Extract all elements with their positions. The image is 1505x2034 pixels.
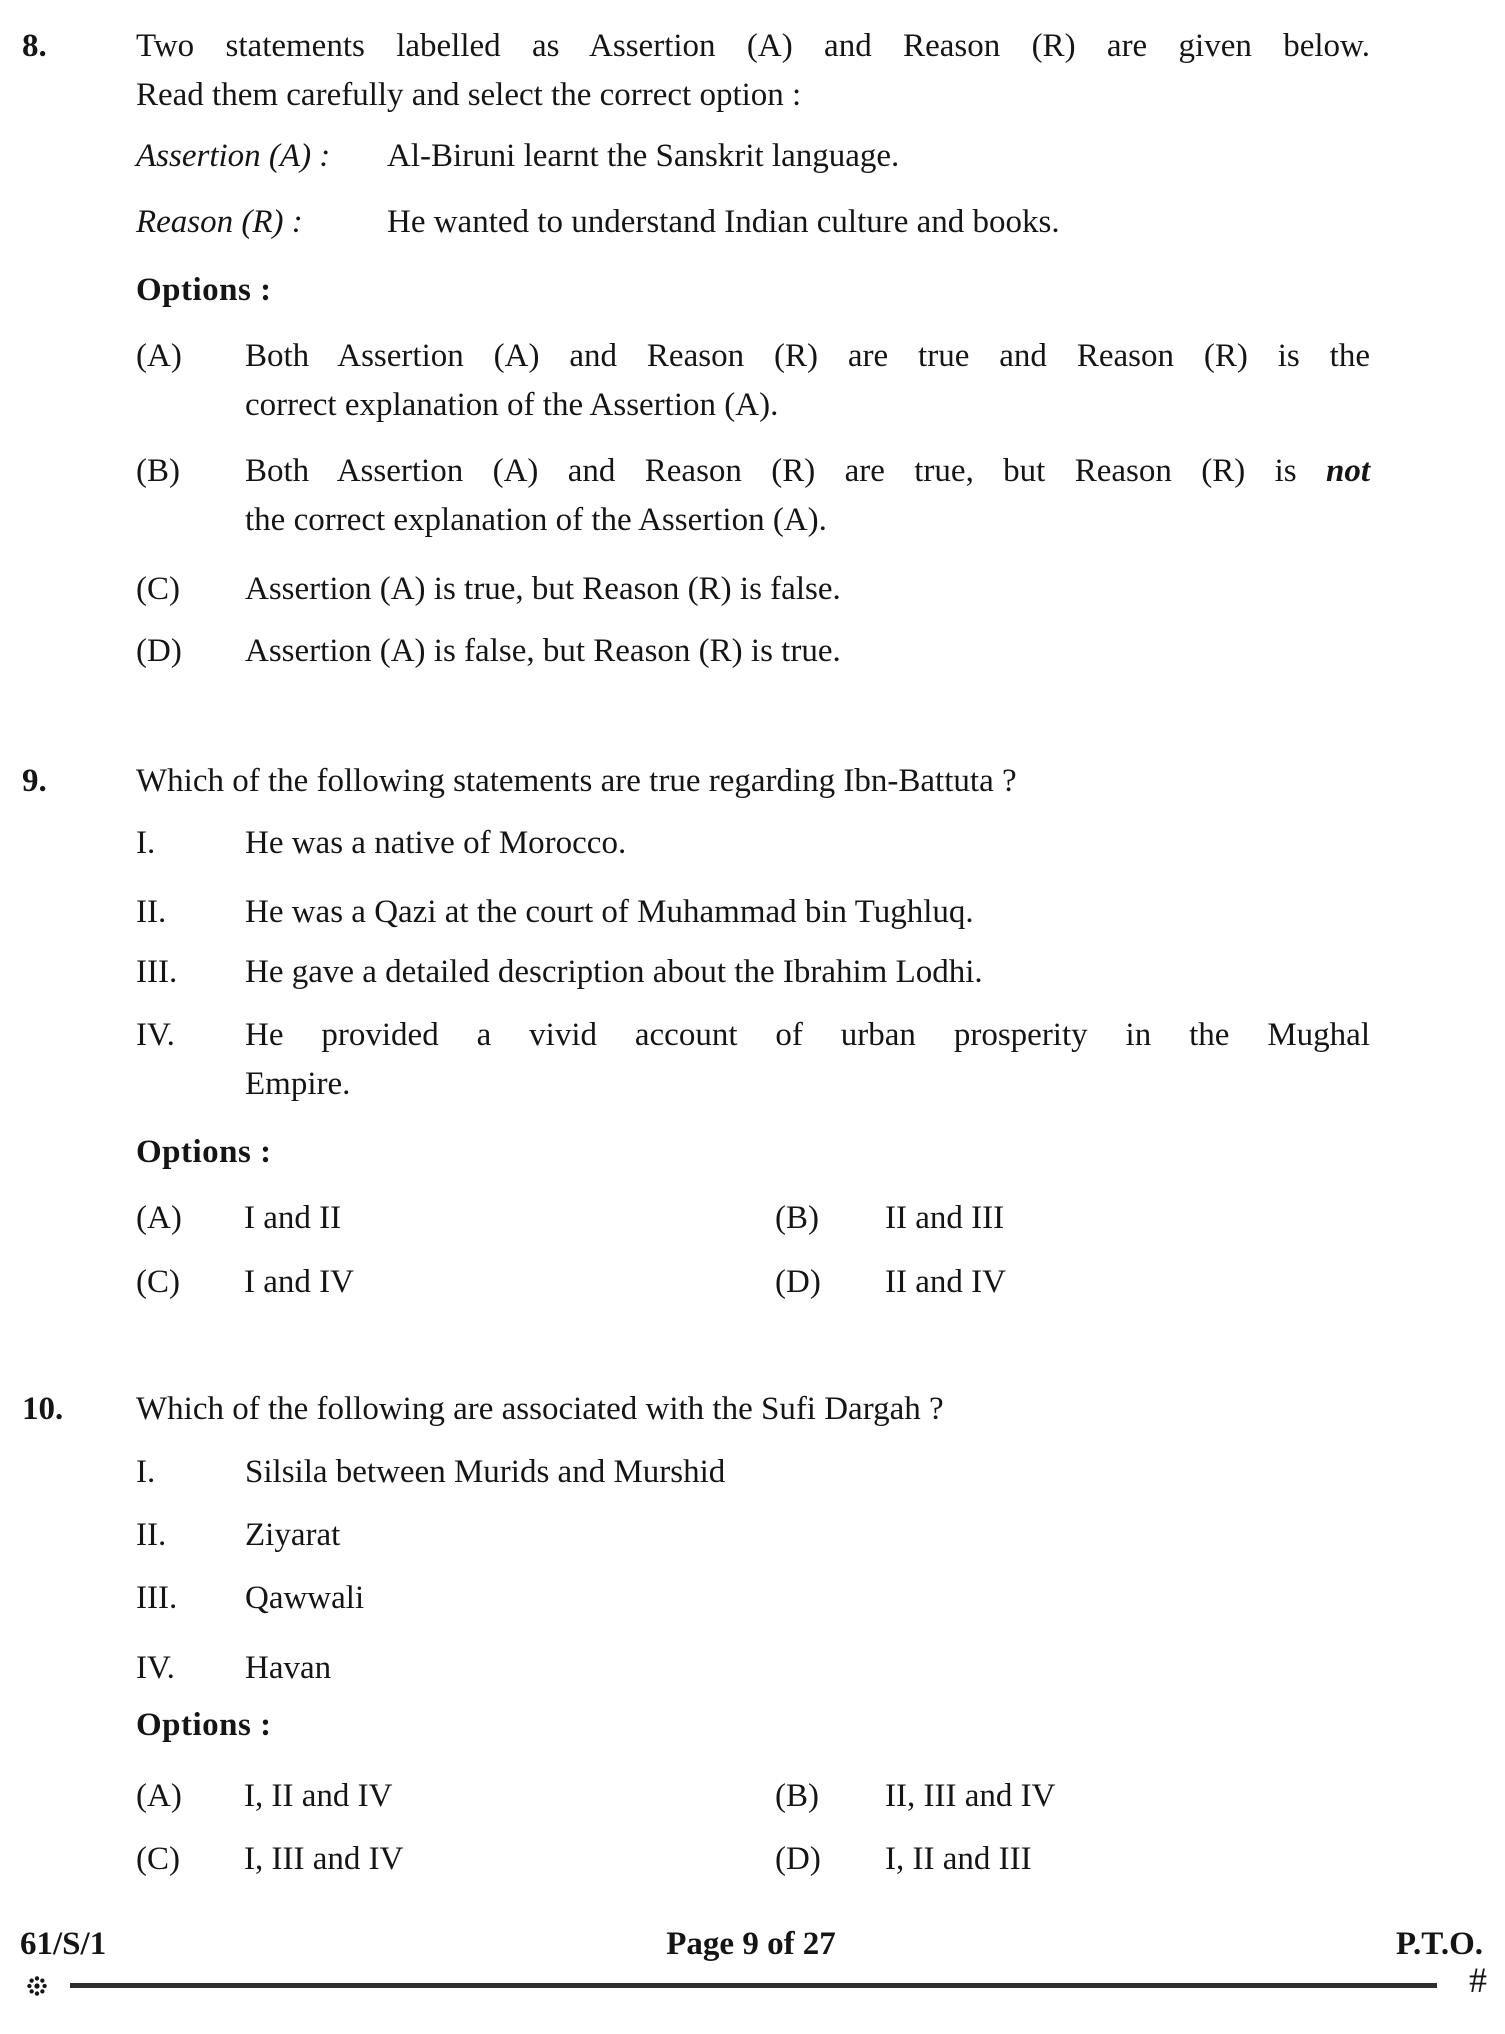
- option-letter: (C): [136, 1841, 180, 1877]
- paper-code: 61/S/1: [20, 1926, 107, 1962]
- option-letter: (C): [136, 571, 180, 607]
- option-letter: (A): [136, 1200, 182, 1236]
- statement-numeral: III.: [136, 1580, 178, 1616]
- reason-label: Reason (R) :: [136, 204, 303, 240]
- statement-row: [136, 819, 1370, 868]
- options-row: [136, 1772, 1370, 1821]
- option-b: [136, 447, 1370, 545]
- statement-text: Ziyarat: [245, 1517, 341, 1553]
- option-text-line: [245, 447, 1370, 496]
- options-row: [136, 1194, 1370, 1243]
- reason-text: He wanted to understand Indian culture and books.: [387, 204, 1060, 240]
- option-text-line: the correct explanation of the Assertion (A).: [245, 502, 827, 538]
- question-text-line: Read them carefully and select the correct option :: [136, 77, 802, 113]
- statement-text: Havan: [245, 1650, 332, 1686]
- option-c: [136, 1835, 775, 1884]
- question-text-line: Which of the following are associated with the Sufi Dargah ?: [136, 1391, 944, 1427]
- option-text: I and II: [244, 1200, 342, 1236]
- option-letter: (B): [136, 453, 180, 489]
- option-d: [775, 1835, 1370, 1884]
- question-number: 8.: [22, 28, 47, 64]
- question-9: [0, 757, 1505, 1307]
- options-heading: Options :: [136, 272, 272, 308]
- options-row: [136, 1835, 1370, 1884]
- option-letter: (B): [775, 1778, 819, 1814]
- question-text-line: Two statements labelled as Assertion (A) and Reason (R) are given below.: [136, 28, 1370, 64]
- statement-numeral: III.: [136, 954, 178, 990]
- statement-numeral: I.: [136, 1454, 156, 1490]
- question-number: 9.: [22, 763, 47, 799]
- option-text: I and IV: [244, 1264, 354, 1300]
- statement-row: [136, 1511, 1370, 1560]
- statement-numeral: II.: [136, 894, 167, 930]
- option-d: [775, 1258, 1370, 1307]
- option-text-prefix: Both Assertion (A) and Reason (R) are true, but Reason (R) is: [245, 453, 1297, 489]
- option-c: [136, 1258, 775, 1307]
- option-c: [136, 565, 1370, 614]
- option-text: II, III and IV: [885, 1778, 1056, 1814]
- option-text-line: correct explanation of the Assertion (A).: [245, 387, 779, 423]
- statement-numeral: IV.: [136, 1017, 175, 1053]
- statement-row: [136, 948, 1370, 997]
- option-letter: (D): [775, 1841, 821, 1877]
- option-text-line: Both Assertion (A) and Reason (R) are true and Reason (R) is the: [245, 338, 1370, 374]
- option-text: Assertion (A) is false, but Reason (R) is true.: [245, 633, 841, 669]
- assertion-text: Al-Biruni learnt the Sanskrit language.: [387, 138, 900, 174]
- option-letter: (D): [775, 1264, 821, 1300]
- statement-row: [136, 1574, 1370, 1623]
- statement-text: He was a native of Morocco.: [245, 825, 627, 861]
- option-text: Assertion (A) is true, but Reason (R) is false.: [245, 571, 841, 607]
- options-heading: Options :: [136, 1134, 272, 1170]
- divider-line: [70, 1983, 1437, 1988]
- statement-numeral: II.: [136, 1517, 167, 1553]
- statement-text: He gave a detailed description about the Ibrahim Lodhi.: [245, 954, 983, 990]
- gear-dots-icon: [24, 1973, 50, 1999]
- footer-rule-row: [0, 1960, 1505, 2006]
- assertion-row: [136, 132, 1370, 181]
- statement-text-line: He provided a vivid account of urban prosperity in the Mughal: [245, 1017, 1370, 1053]
- assertion-label: Assertion (A) :: [136, 138, 331, 174]
- options-heading: Options :: [136, 1707, 272, 1743]
- question-8: [0, 22, 1505, 676]
- option-text: II and IV: [885, 1264, 1006, 1300]
- option-text: I, III and IV: [244, 1841, 404, 1877]
- question-10: [0, 1385, 1505, 1884]
- statement-text: Silsila between Murids and Murshid: [245, 1454, 726, 1490]
- statement-row: [136, 1644, 1370, 1693]
- option-letter: (D): [136, 633, 182, 669]
- option-b: [775, 1194, 1370, 1243]
- option-a: [136, 332, 1370, 430]
- hash-mark: #: [1469, 1960, 1487, 2000]
- option-text: I, II and IV: [244, 1778, 393, 1814]
- options-row: [136, 1258, 1370, 1307]
- question-text-line: Which of the following statements are true regarding Ibn-Battuta ?: [136, 763, 1017, 799]
- statement-text: Qawwali: [245, 1580, 365, 1616]
- option-text: II and III: [885, 1200, 1005, 1236]
- statement-row: [136, 1011, 1370, 1109]
- reason-row: [136, 198, 1370, 247]
- page-number-label: Page 9 of 27: [666, 1926, 836, 1962]
- pto-label: P.T.O.: [1395, 1926, 1483, 1962]
- emphasized-word: not: [1325, 453, 1370, 489]
- statement-text: He was a Qazi at the court of Muhammad bin Tughluq.: [245, 894, 974, 930]
- option-letter: (B): [775, 1200, 819, 1236]
- option-a: [136, 1194, 775, 1243]
- option-d: [136, 627, 1370, 676]
- option-letter: (C): [136, 1264, 180, 1300]
- option-a: [136, 1772, 775, 1821]
- page-footer: [0, 1924, 1505, 1964]
- question-number: 10.: [22, 1391, 64, 1427]
- option-b: [775, 1772, 1370, 1821]
- statement-text-line: Empire.: [245, 1066, 351, 1102]
- option-text: I, II and III: [885, 1841, 1032, 1877]
- statement-numeral: I.: [136, 825, 156, 861]
- option-letter: (A): [136, 338, 182, 374]
- statement-row: [136, 888, 1370, 937]
- statement-row: [136, 1448, 1370, 1497]
- statement-numeral: IV.: [136, 1650, 175, 1686]
- option-letter: (A): [136, 1778, 182, 1814]
